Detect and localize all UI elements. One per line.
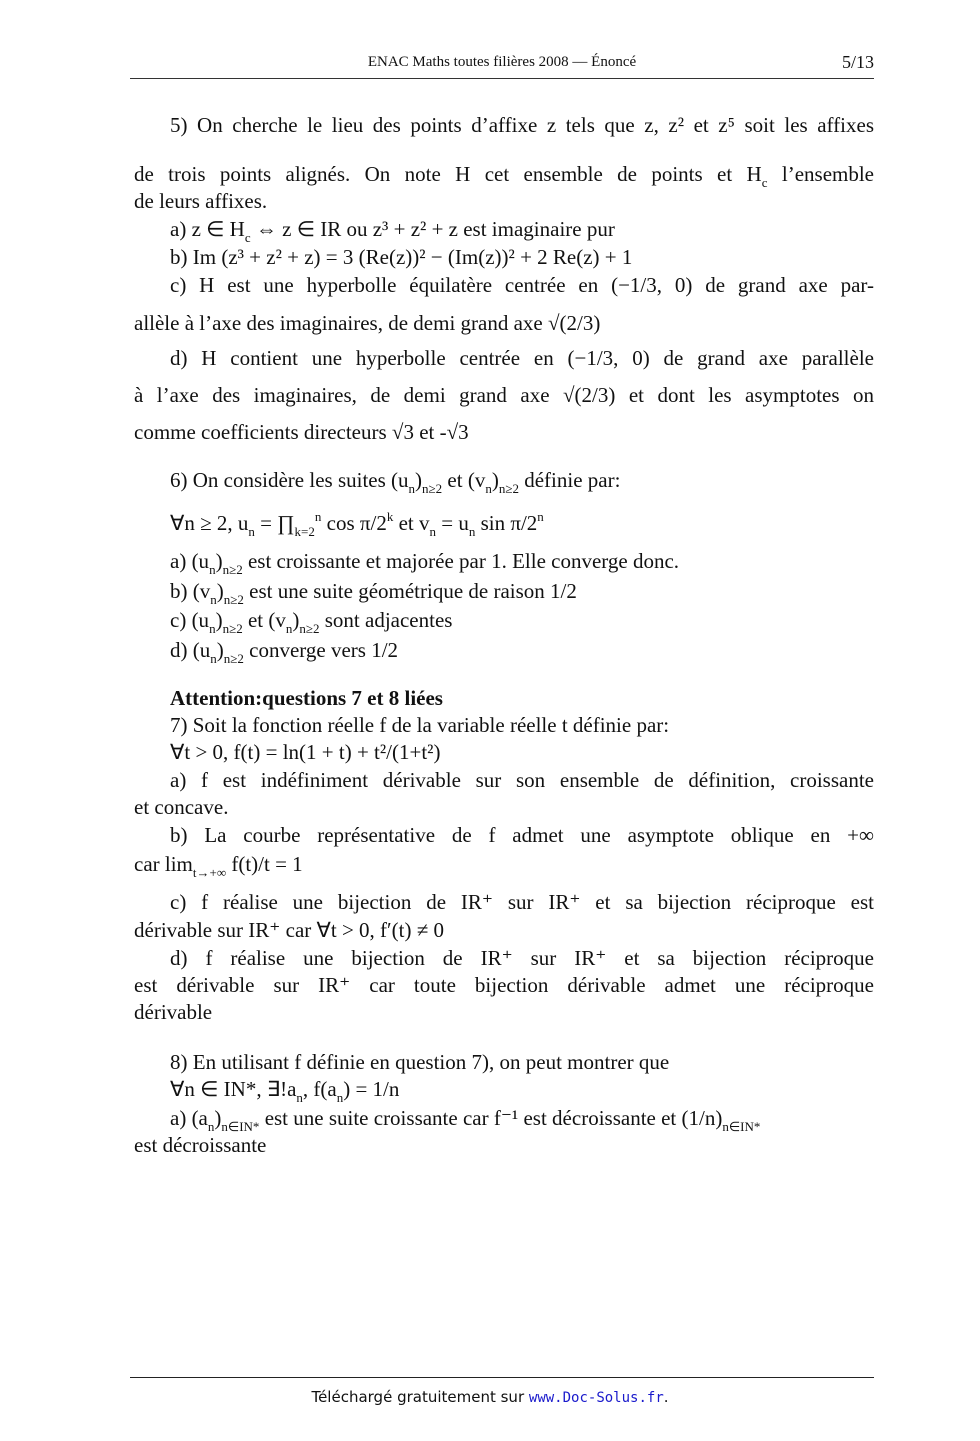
q7-b-text-2: car $\lim_{t\to+\infty} f(t)/t = 1$ bbox=[134, 852, 303, 880]
q7-option-d-line-1 bbox=[170, 945, 874, 971]
footer-rule bbox=[130, 1377, 874, 1378]
q8-intro-line-1 bbox=[170, 1049, 874, 1075]
q5-d-text-3: comme coefficients directeurs √3 et -√3 bbox=[134, 420, 469, 444]
attention-notice bbox=[170, 685, 874, 711]
q7-intro-1: 7) Soit la fonction réelle f de la variable réelle t définie par: bbox=[170, 713, 670, 737]
q6-intro-line-1 bbox=[170, 467, 874, 496]
q7-option-d-line-3 bbox=[134, 999, 874, 1025]
q8-a-text-2: est décroissante bbox=[134, 1133, 267, 1157]
q8-option-a-line-2 bbox=[134, 1132, 874, 1158]
q5-intro-3: de leurs affixes. bbox=[134, 189, 268, 213]
q7-option-b-line-2 bbox=[134, 851, 874, 880]
q7-intro-line-1 bbox=[170, 712, 874, 738]
q7-intro-line-2 bbox=[170, 739, 874, 765]
attention-text: Attention:questions 7 et 8 liées bbox=[170, 686, 443, 710]
q7-c-text-1: c) f réalise une bijection de IR⁺ sur IR⁺ et sa bijection réciproque est bbox=[170, 890, 874, 914]
q5-c-text-1: c) H est une hyperbolle équilatère centrée en (−1/3, 0) de grand axe par- bbox=[170, 273, 874, 297]
q6-option-c bbox=[170, 607, 874, 636]
footer-period: . bbox=[663, 1388, 669, 1406]
q8-a-text-1: a) $(a_n)_{n\in IN*}$ est une suite croissante car f⁻¹ est décroissante et $(1/n)_{n\in IN*}$ bbox=[170, 1106, 761, 1134]
q6-option-b bbox=[170, 578, 874, 607]
q5-option-c-line-1 bbox=[170, 272, 874, 298]
q7-option-d-line-2 bbox=[134, 972, 874, 998]
q5-c-text-2: allèle à l’axe des imaginaires, de demi grand axe √(2/3) bbox=[134, 311, 601, 335]
q6-a-text: a) $(u_n)_{n\ge 2}$ est croissante et majorée par 1. Elle converge donc. bbox=[170, 549, 680, 577]
q7-d-text-1: d) f réalise une bijection de IR⁺ sur IR⁺ et sa bijection réciproque bbox=[170, 946, 874, 970]
q6-c-text: c) $(u_n)_{n\ge 2}$ et $(v_n)_{n\ge 2}$ sont adjacentes bbox=[170, 608, 453, 636]
q7-definition: ∀t > 0, f(t) = ln(1 + t) + t²/(1+t²) bbox=[170, 740, 441, 764]
q6-intro-line-2 bbox=[170, 509, 874, 539]
footer-text: Téléchargé gratuitement sur bbox=[311, 1388, 525, 1406]
q6-b-text: b) $(v_n)_{n\ge 2}$ est une suite géométrique de raison 1/2 bbox=[170, 579, 577, 607]
q6-d-text: d) $(u_n)_{n\ge 2}$ converge vers 1/2 bbox=[170, 638, 399, 666]
q5-intro-1: 5) On cherche le lieu des points d’affixe z tels que z, z² et z⁵ soit les affixes bbox=[170, 113, 874, 137]
q7-a-text-1: a) f est indéfiniment dérivable sur son ensemble de définition, croissante bbox=[170, 768, 874, 792]
q6-option-a bbox=[170, 548, 874, 577]
q5-option-d-line-3 bbox=[134, 419, 874, 445]
q6-option-d bbox=[170, 637, 874, 666]
q5-intro-line-2 bbox=[134, 161, 875, 190]
q7-option-b-line-1 bbox=[170, 822, 874, 848]
doc-solus-link[interactable]: www.Doc-Solus.fr bbox=[528, 1390, 664, 1406]
q8-intro-1: 8) En utilisant f définie en question 7), on peut montrer que bbox=[170, 1050, 670, 1074]
q5-intro-line-3 bbox=[134, 188, 874, 214]
q7-d-text-2: est dérivable sur IR⁺ car toute bijection dérivable admet une réciproque bbox=[134, 973, 874, 997]
page-number: 5/13 bbox=[841, 52, 874, 72]
q5-b-text: b) Im (z³ + z² + z) = 3 (Re(z))² − (Im(z))² + 2 Re(z) + 1 bbox=[170, 245, 633, 269]
q7-a-text-2: et concave. bbox=[134, 795, 229, 819]
q7-b-text-1: b) La courbe représentative de f admet une asymptote oblique en +∞ bbox=[170, 823, 874, 847]
q7-option-a-line-1 bbox=[170, 767, 874, 793]
q5-option-d-line-2 bbox=[134, 382, 874, 408]
header-title: ENAC Maths toutes filières 2008 — Énoncé bbox=[367, 54, 637, 70]
page-header bbox=[130, 52, 874, 79]
q7-option-c-line-2 bbox=[134, 917, 874, 943]
q8-intro-line-2 bbox=[170, 1076, 874, 1105]
q5-option-a bbox=[170, 216, 874, 245]
q6-intro-1: 6) On considère les suites $(u_n)_{n\ge 2}$ et $(v_n)_{n\ge 2}$ définie par: bbox=[170, 468, 621, 496]
q7-d-text-3: dérivable bbox=[134, 1000, 213, 1024]
q5-intro-line-1 bbox=[170, 112, 874, 138]
q5-d-text-1: d) H contient une hyperbolle centrée en (−1/3, 0) de grand axe parallèle bbox=[170, 346, 874, 370]
q5-option-d-line-1 bbox=[170, 345, 874, 371]
q6-definition: ∀n ≥ 2, $u_n$ = $\prod_{k=2}^n$ cos π/2$^k$ et $v_n = u_n$ sin π/2$^n$ bbox=[170, 509, 544, 539]
q5-a-text: a) z ∈ $H_c$ ⇔ z ∈ IR ou z³ + z² + z est imaginaire pur bbox=[170, 217, 615, 245]
q7-option-a-line-2 bbox=[134, 794, 874, 820]
q5-option-b bbox=[170, 244, 874, 270]
q8-option-a-line-1 bbox=[170, 1105, 874, 1134]
q5-option-c-line-2 bbox=[134, 310, 874, 336]
q8-definition: ∀n ∈ IN*, $\exists!a_n$, $f(a_n) = 1/n$ bbox=[170, 1077, 400, 1105]
q5-d-text-2: à l’axe des imaginaires, de demi grand axe √(2/3) et dont les asymptotes on bbox=[134, 383, 874, 407]
q5-intro-2: de trois points alignés. On note H cet ensemble de points et $H_c$ l’ensemble bbox=[134, 162, 875, 190]
q7-option-c-line-1 bbox=[170, 889, 874, 915]
q7-c-text-2: dérivable sur IR⁺ car ∀t > 0, f′(t) ≠ 0 bbox=[134, 918, 444, 942]
page-footer bbox=[0, 1388, 980, 1406]
